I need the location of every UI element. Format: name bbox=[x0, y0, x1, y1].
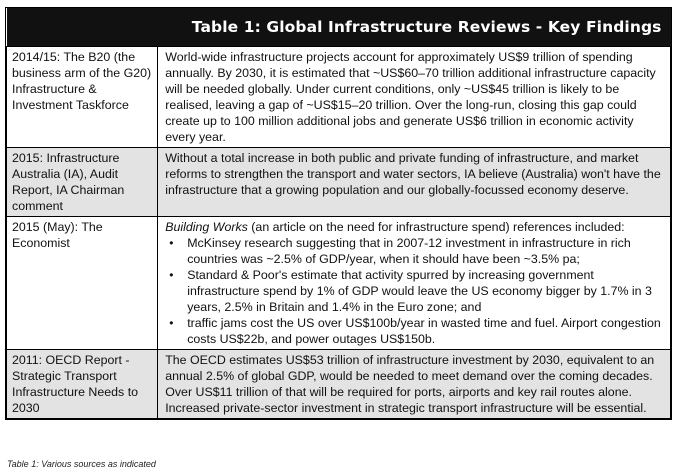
source-cell: 2011: OECD Report - Strategic Transport Infrastructure Needs to 2030 bbox=[7, 350, 158, 419]
reference-list bbox=[165, 235, 664, 347]
source-cell: 2014/15: The B20 (the business arm of the G20) Infrastructure & Investment Taskforce bbox=[7, 47, 158, 148]
findings-table bbox=[6, 8, 671, 419]
list-item bbox=[165, 315, 664, 347]
finding-cell: World-wide infrastructure projects account for approximately US$9 trillion of spending annually. By 2030, it is estimated that ~US$60–70 trillion additional infrastructure capacity will be needed globally. Under current conditions, only ~US$45 trillion is likely to be realised, leaving a gap of ~US$15–20 trillion. Over the long-run, closing this gap could create up to 100 million additional jobs and generate US$6 trillion in economic activity every year. bbox=[158, 47, 671, 148]
finding-cell bbox=[158, 217, 671, 350]
list-item-text: McKinsey research suggesting that in 2007-12 investment in infrastructure in rich countries was ~2.5% of GDP/year, when it should have been ~3.5% pa; bbox=[187, 236, 631, 266]
intro-text: (an article on the need for infrastructure spend) references included: bbox=[247, 220, 625, 234]
findings-table-container bbox=[5, 7, 672, 420]
table-row-economist bbox=[7, 217, 671, 350]
list-item-text: Standard & Poor's estimate that activity spurred by increasing government infrastructure spend by 1% of GDP would leave the US economy bigger by 1.7% in 3 years, 2.5% in Britain and 1.4% in the Euro zone; and bbox=[187, 268, 652, 314]
source-cell: 2015 (May): The Economist bbox=[7, 217, 158, 350]
finding-intro bbox=[165, 219, 664, 235]
bullet-icon: • bbox=[169, 316, 174, 330]
bullet-icon: • bbox=[169, 236, 174, 250]
table-header-row bbox=[7, 8, 671, 47]
list-item-text: traffic jams cost the US over US$100b/year in wasted time and fuel. Airport congestion costs US$22b, and power outages US$150b. bbox=[187, 316, 661, 346]
table-caption: Table 1: Various sources as indicated bbox=[7, 459, 156, 469]
table-row-infrastructure-australia bbox=[7, 148, 671, 217]
bullet-icon: • bbox=[169, 268, 174, 282]
finding-cell: Without a total increase in both public and private funding of infrastructure, and market reforms to strengthen the transport and water sectors, IA believe (Australia) won't have the infrastructure that a growing population and our globally-focussed economy deserve. bbox=[158, 148, 671, 217]
table-row-b20 bbox=[7, 47, 671, 148]
article-title: Building Works bbox=[165, 220, 248, 234]
table-title: Table 1: Global Infrastructure Reviews - Key Findings bbox=[7, 8, 671, 47]
finding-cell: The OECD estimates US$53 trillion of infrastructure investment by 2030, equivalent to an annual 2.5% of global GDP, would be needed to meet demand over the coming decades. Over US$11 trillion of that will be required for ports, airports and key rail routes alone. Increased private-sector investment in strategic transport infrastructure will be essential. bbox=[158, 350, 671, 419]
list-item bbox=[165, 267, 664, 315]
table-row-oecd bbox=[7, 350, 671, 419]
source-cell: 2015: Infrastructure Australia (IA), Audit Report, IA Chairman comment bbox=[7, 148, 158, 217]
list-item bbox=[165, 235, 664, 267]
